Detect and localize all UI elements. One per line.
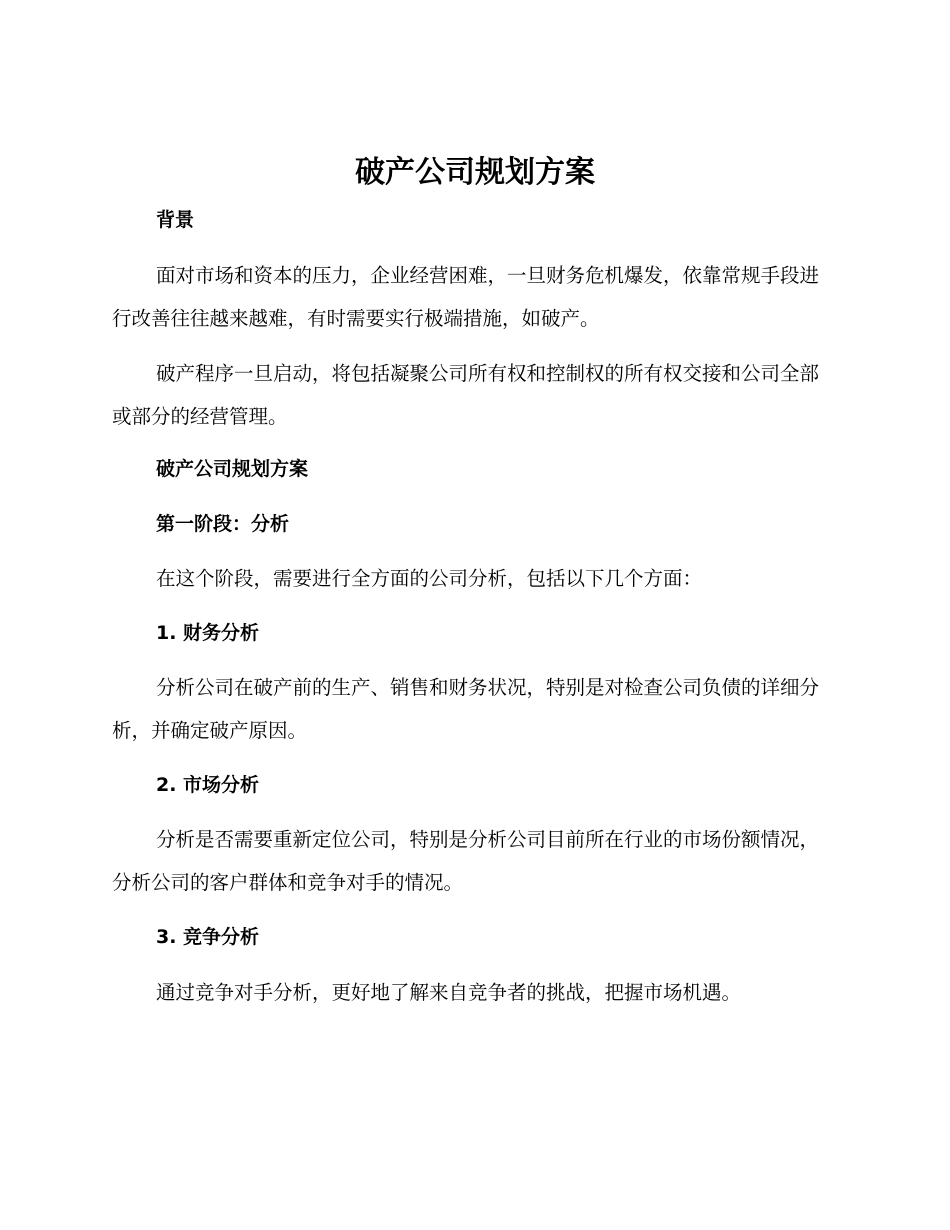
background-paragraph-2: 破产程序一旦启动，将包括凝聚公司所有权和控制权的所有权交接和公司全部或部分的经营管理。 (112, 362, 820, 428)
financial-analysis-paragraph: 分析公司在破产前的生产、销售和财务状况，特别是对检查公司负债的详细分析，并确定破产原因。 (112, 676, 820, 742)
section-heading-financial-analysis: 1. 财务分析 (156, 622, 260, 644)
background-paragraph-1: 面对市场和资本的压力，企业经营困难，一旦财务危机爆发，依靠常规手段进行改善往往越来越难，有时需要实行极端措施，如破产。 (112, 264, 820, 330)
section-heading-competition-analysis: 3. 竞争分析 (156, 926, 260, 948)
document-title: 破产公司规划方案 (355, 155, 595, 190)
competition-analysis-paragraph: 通过竞争对手分析，更好地了解来自竞争者的挑战，把握市场机遇。 (156, 981, 742, 1004)
section-heading-plan: 破产公司规划方案 (156, 458, 309, 480)
section-heading-background: 背景 (156, 209, 195, 231)
stage-one-paragraph: 在这个阶段，需要进行全方面的公司分析，包括以下几个方面： (156, 567, 703, 590)
market-analysis-paragraph: 分析是否需要重新定位公司，特别是分析公司目前所在行业的市场份额情况，分析公司的客户群体和竞争对手的情况。 (112, 828, 820, 894)
section-heading-market-analysis: 2. 市场分析 (156, 774, 260, 796)
section-heading-stage-one: 第一阶段：分析 (156, 513, 290, 535)
